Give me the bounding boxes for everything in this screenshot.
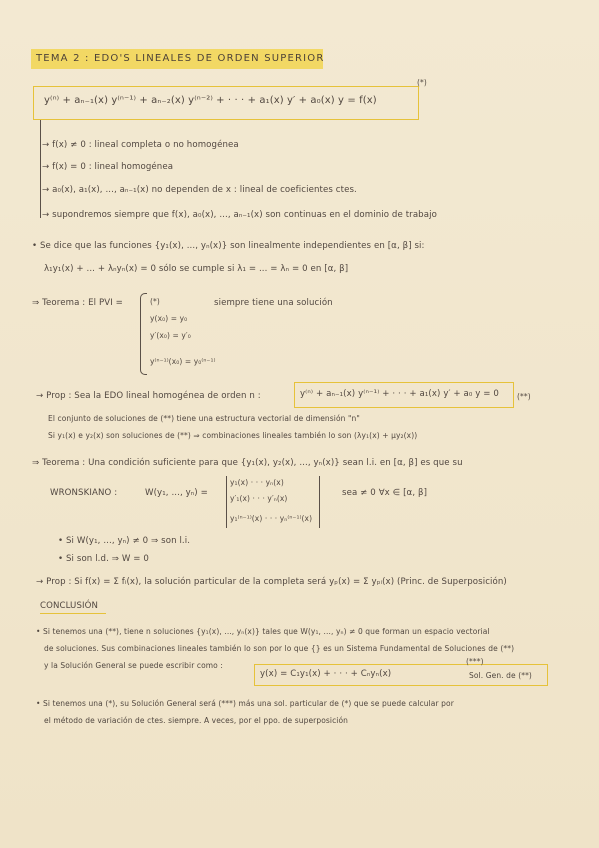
theorem-pvi-label: ⇒ Teorema : El PVI = (32, 298, 123, 308)
conclusion-underline (40, 613, 106, 614)
wronskian-bullet-2: • Si son l.d. ⇒ W = 0 (58, 554, 149, 564)
wronskian-bullet-1: • Si W(y₁, ..., yₙ) ≠ 0 ⇒ son l.i. (58, 536, 191, 546)
wronskian-condition: sea ≠ 0 ∀x ∈ [α, β] (342, 488, 428, 498)
case-homogeneous: → f(x) = 0 : lineal homogénea (42, 162, 174, 172)
wronskian-row-1: y₁(x) · · · yₙ(x) (230, 478, 284, 487)
case-tree-line (40, 120, 41, 218)
wronskiano-label: WRONSKIANO : (50, 488, 118, 498)
wronskian-row-3: y₁⁽ⁿ⁻¹⁾(x) · · · yₙ⁽ⁿ⁻¹⁾(x) (230, 514, 313, 523)
page-title: TEMA 2 : EDO'S LINEALES DE ORDEN SUPERIOR (36, 53, 325, 64)
prop-equation: y⁽ⁿ⁾ + aₙ₋₁(x) y⁽ⁿ⁻¹⁾ + · · · + a₁(x) y′ + a₀ y = 0 (300, 389, 499, 399)
pvi-result: siempre tiene una solución (214, 298, 333, 308)
case-continuity: → supondremos siempre que f(x), a₀(x), ..., aₙ₋₁(x) son continuas en el dominio de trabajo (42, 210, 437, 220)
wronskiano-w: W(y₁, ..., yₙ) = (145, 488, 208, 498)
general-solution: y(x) = C₁y₁(x) + · · · + Cₙyₙ(x) (260, 669, 392, 679)
general-solution-tag: (***) (466, 657, 484, 666)
pvi-eq-1: (*) (150, 297, 160, 306)
pvi-eq-2: y(x₀) = y₀ (150, 314, 188, 323)
wronskian-row-2: y′₁(x) · · · y′ₙ(x) (230, 494, 288, 503)
prop-line-2: El conjunto de soluciones de (**) tiene una estructura vectorial de dimensión "n" (48, 414, 360, 423)
conclusion-p2-line-1: • Si tenemos una (*), su Solución General será (***) más una sol. particular de (*) que se puede calcular por (36, 699, 454, 708)
main-equation-tag: (*) (417, 78, 427, 87)
independence-line-2: λ₁y₁(x) + ... + λₙyₙ(x) = 0 sólo se cumple si λ₁ = ... = λₙ = 0 en [α, β] (44, 264, 349, 274)
pvi-eq-4: y⁽ⁿ⁻¹⁾(x₀) = y₀⁽ⁿ⁻¹⁾ (150, 357, 216, 366)
pvi-eq-3: y′(x₀) = y′₀ (150, 331, 191, 340)
theorem-wronskiano-line: ⇒ Teorema : Una condición suficiente para que {y₁(x), y₂(x), ..., yₙ(x)} sean l.i. en [α, β] es que su (32, 458, 463, 468)
conclusion-p1-line-3: y la Solución General se puede escribir como : (44, 661, 223, 670)
conclusion-p2-line-2: el método de variación de ctes. siempre. A veces, por el ppo. de superposición (44, 716, 349, 725)
prop-tag: (**) (517, 392, 531, 401)
general-solution-note: Sol. Gen. de (**) (469, 671, 532, 680)
pvi-brace (140, 293, 147, 375)
independence-line-1: • Se dice que las funciones {y₁(x), ..., yₙ(x)} son linealmente independientes en [α, β] si: (32, 241, 425, 251)
case-nonhomogeneous: → f(x) ≠ 0 : lineal completa o no homogénea (42, 140, 239, 150)
prop-line-3: Si y₁(x) e y₂(x) son soluciones de (**) ⇒ combinaciones lineales también lo son (λy₁(x) + μy₂(x)) (48, 431, 418, 440)
case-constant-coefficients: → a₀(x), a₁(x), ..., aₙ₋₁(x) no dependen de x : lineal de coeficientes ctes. (42, 185, 357, 195)
conclusion-p1-line-1: • Si tenemos una (**), tiene n soluciones {y₁(x), ..., yₙ(x)} tales que W(y₁, ..., yₙ) ≠ 0 que forman un espacio vectorial (36, 627, 490, 636)
main-equation: y⁽ⁿ⁾ + aₙ₋₁(x) y⁽ⁿ⁻¹⁾ + aₙ₋₂(x) y⁽ⁿ⁻²⁾ + · · · + a₁(x) y′ + a₀(x) y = f(x) (44, 95, 377, 106)
conclusion-p1-line-2: de soluciones. Sus combinaciones lineales también lo son por lo que {} es un Sistema Fundamental de Soluciones de (**) (44, 644, 515, 653)
superposition-prop: → Prop : Si f(x) = Σ fᵢ(x), la solución particular de la completa será yₚ(x) = Σ yₚᵢ(x) (Princ. de Superposición) (36, 577, 507, 587)
prop-label: → Prop : Sea la EDO lineal homogénea de orden n : (36, 391, 261, 401)
conclusion-heading: CONCLUSIÓN (40, 601, 99, 611)
